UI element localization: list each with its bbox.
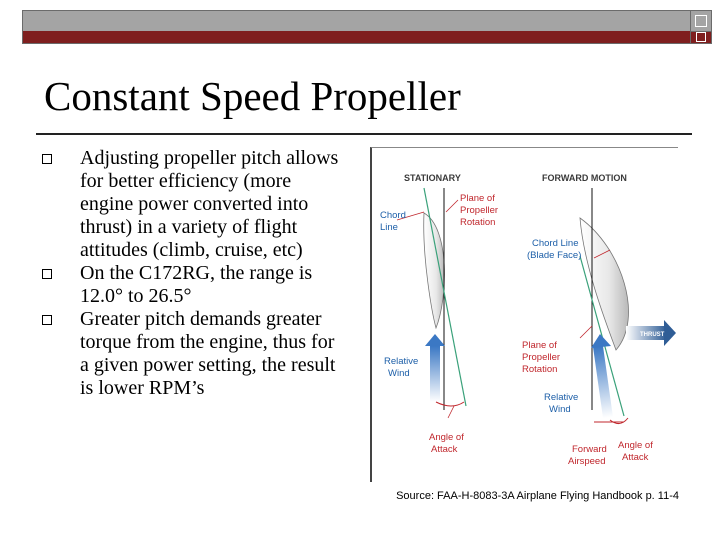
stationary-relative-wind-label: Relative Wind [384, 356, 419, 379]
square-bullet-icon [42, 315, 52, 325]
stationary-heading: STATIONARY [404, 173, 461, 183]
propeller-diagram-svg [372, 148, 680, 483]
title-rule [36, 133, 692, 135]
square-bullet-icon [42, 269, 52, 279]
leader-line [446, 200, 458, 212]
bullet-item [36, 262, 346, 308]
bullet-list [36, 147, 346, 400]
header-band-grey [23, 11, 711, 31]
thrust-arrowhead [664, 320, 676, 346]
header-band [22, 10, 712, 44]
leader-line [448, 406, 454, 418]
bullet-text: Greater pitch demands greater torque from the engine, thus for a given power setting, the result is lower RPM’s [80, 308, 336, 399]
forward-angle-arc [610, 418, 628, 424]
stationary-angle-label: Angle of Attack [429, 432, 464, 455]
forward-motion-heading: FORWARD MOTION [542, 173, 627, 183]
forward-relative-wind-arrow-shaft [593, 346, 613, 419]
bullet-item [36, 308, 346, 400]
bullet-text: On the C172RG, the range is 12.0° to 26.5° [80, 262, 313, 307]
stationary-plane-label: Plane of Propeller Rotation [460, 193, 499, 228]
stationary-propeller-blade [424, 213, 445, 328]
forward-plane-label: Plane of Propeller Rotation [522, 340, 561, 375]
thrust-label: THRUST [640, 332, 665, 338]
leader-line [580, 326, 592, 338]
forward-airspeed-label: Forward Airspeed [568, 444, 607, 467]
stationary-relative-wind-arrow-shaft [430, 346, 440, 402]
stationary-chord-label: Chord Line [380, 210, 406, 233]
slide-title: Constant Speed Propeller [44, 73, 461, 119]
bullet-item [36, 147, 346, 262]
figure-source-caption: Source: FAA-H-8083-3A Airplane Flying Handbook p. 11-4 [396, 490, 679, 502]
corner-square-bottom [696, 32, 706, 42]
header-band-corner [690, 11, 711, 43]
stationary-angle-arc [436, 402, 464, 406]
forward-relative-wind-label: Relative Wind [544, 392, 579, 415]
bullet-text: Adjusting propeller pitch allows for better efficiency (more engine power converted into thrust) in a variety of flight attitudes (climb, cruise, etc) [80, 147, 339, 261]
header-band-maroon [23, 31, 711, 43]
forward-relative-wind-arrowhead [591, 334, 611, 348]
propeller-diagram [370, 147, 678, 482]
forward-chord-label: Chord Line (Blade Face) [527, 238, 582, 261]
square-bullet-icon [42, 154, 52, 164]
stationary-relative-wind-arrowhead [425, 334, 445, 346]
corner-square-top [695, 15, 707, 27]
forward-angle-label: Angle of Attack [618, 440, 653, 463]
